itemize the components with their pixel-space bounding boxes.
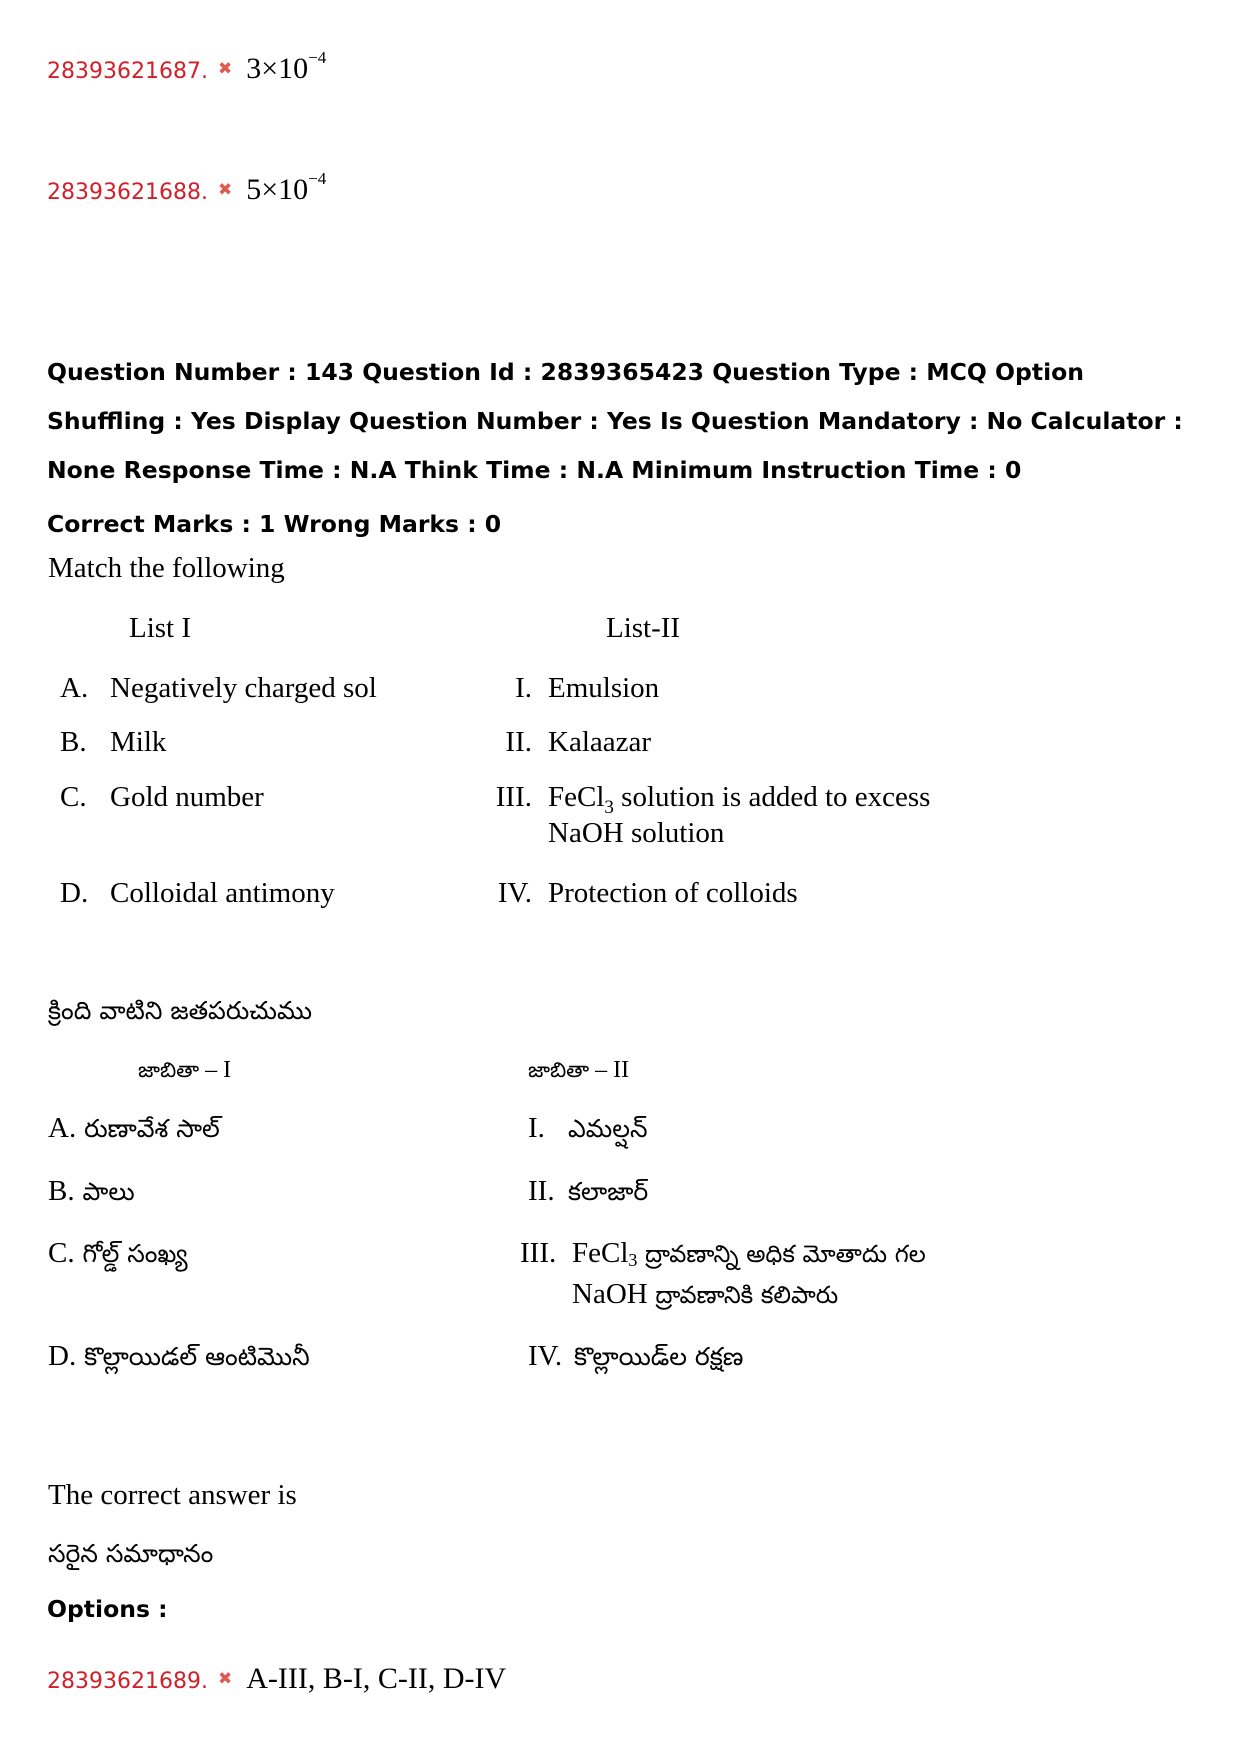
list1-item-te: A. రుణావేశ సాల్ xyxy=(48,1112,220,1144)
list2-header-te: జాబితా – II xyxy=(528,1057,630,1083)
list2-item-te: కలాజార్ xyxy=(568,1177,649,1206)
marks-info: Correct Marks : 1 Wrong Marks : 0 xyxy=(47,510,502,538)
list1-label: B. xyxy=(60,726,87,758)
list2-item-te: ఎమల్షన్ xyxy=(568,1114,648,1143)
list2-label-te: II. xyxy=(528,1175,555,1207)
list1-item-te: C. గోల్డ్ సంఖ్య xyxy=(48,1237,188,1269)
option-id: 28393621689. xyxy=(47,1669,208,1694)
option-row xyxy=(47,169,327,207)
list2-label-te: III. xyxy=(520,1237,557,1269)
list2-item: Emulsion xyxy=(548,672,660,704)
options-label: Options : xyxy=(47,1595,168,1623)
option-value: $3\times 10^{-4}$ xyxy=(246,48,327,85)
list2-item: Protection of colloids xyxy=(548,877,798,909)
list2-label-te: IV. xyxy=(528,1340,563,1372)
list1-item: Negatively charged sol xyxy=(110,672,377,704)
instruction-te: క్రింది వాటిని జతపరుచుము xyxy=(48,996,313,1025)
list2-label: II. xyxy=(505,726,532,758)
instruction-en: Match the following xyxy=(48,552,285,584)
list1-item: Gold number xyxy=(110,781,264,813)
list1-item: Colloidal antimony xyxy=(110,877,335,909)
list2-item-continued: NaOH solution xyxy=(548,817,725,849)
wrong-answer-icon: ✖ xyxy=(217,1669,233,1689)
option-value: $5\times 10^{-4}$ xyxy=(246,169,327,206)
list2-item-te: FeCl$_3$ ద్రావణాన్ని అధిక మోతాదు గల xyxy=(572,1237,926,1271)
list2-item: Kalaazar xyxy=(548,726,652,758)
list2-label: I. xyxy=(515,672,532,704)
answer-prompt-en: The correct answer is xyxy=(48,1479,297,1511)
list2-label: IV. xyxy=(497,877,532,909)
list1-item: Milk xyxy=(110,726,167,758)
list2-label: III. xyxy=(495,781,532,813)
list1-label: D. xyxy=(60,877,89,909)
list1-label: A. xyxy=(60,672,89,704)
list2-label-te: I. xyxy=(528,1112,545,1144)
question-meta: Question Number : 143 Question Id : 2839365423 Question Type : MCQ Option Shuffling : Yes Display Question Number : Yes Is Question Mandatory : No Calculator : None Response Time : N.A Think Time : N.A Minimum Instruction Time : 0 xyxy=(47,358,1183,484)
answer-prompt-te: సరైన సమాధానం xyxy=(48,1539,214,1568)
list2-header-en: List-II xyxy=(606,612,681,644)
list1-item-te: D. కొల్లాయిడల్ ఆంటిమొనీ xyxy=(48,1340,310,1372)
option-id: 28393621688. xyxy=(47,180,208,205)
list2-item-te-continued: NaOH ద్రావణానికి కలిపారు xyxy=(572,1278,839,1310)
option-row xyxy=(47,1662,506,1696)
list1-header-en: List I xyxy=(129,612,192,644)
wrong-answer-icon: ✖ xyxy=(217,180,233,200)
option-value: A-III, B-I, C-II, D-IV xyxy=(246,1662,507,1695)
list2-item-te: కొల్లాయిడ్‌ల రక్షణ xyxy=(574,1342,744,1371)
list1-item-te: B. పాలు xyxy=(48,1175,135,1207)
option-id: 28393621687. xyxy=(47,59,208,84)
list1-header-te: జాబితా – I xyxy=(138,1057,232,1083)
wrong-answer-icon: ✖ xyxy=(217,59,233,79)
list2-item: FeCl$_3$ solution is added to excess xyxy=(548,781,931,818)
list1-label: C. xyxy=(60,781,87,813)
option-row xyxy=(47,48,327,86)
